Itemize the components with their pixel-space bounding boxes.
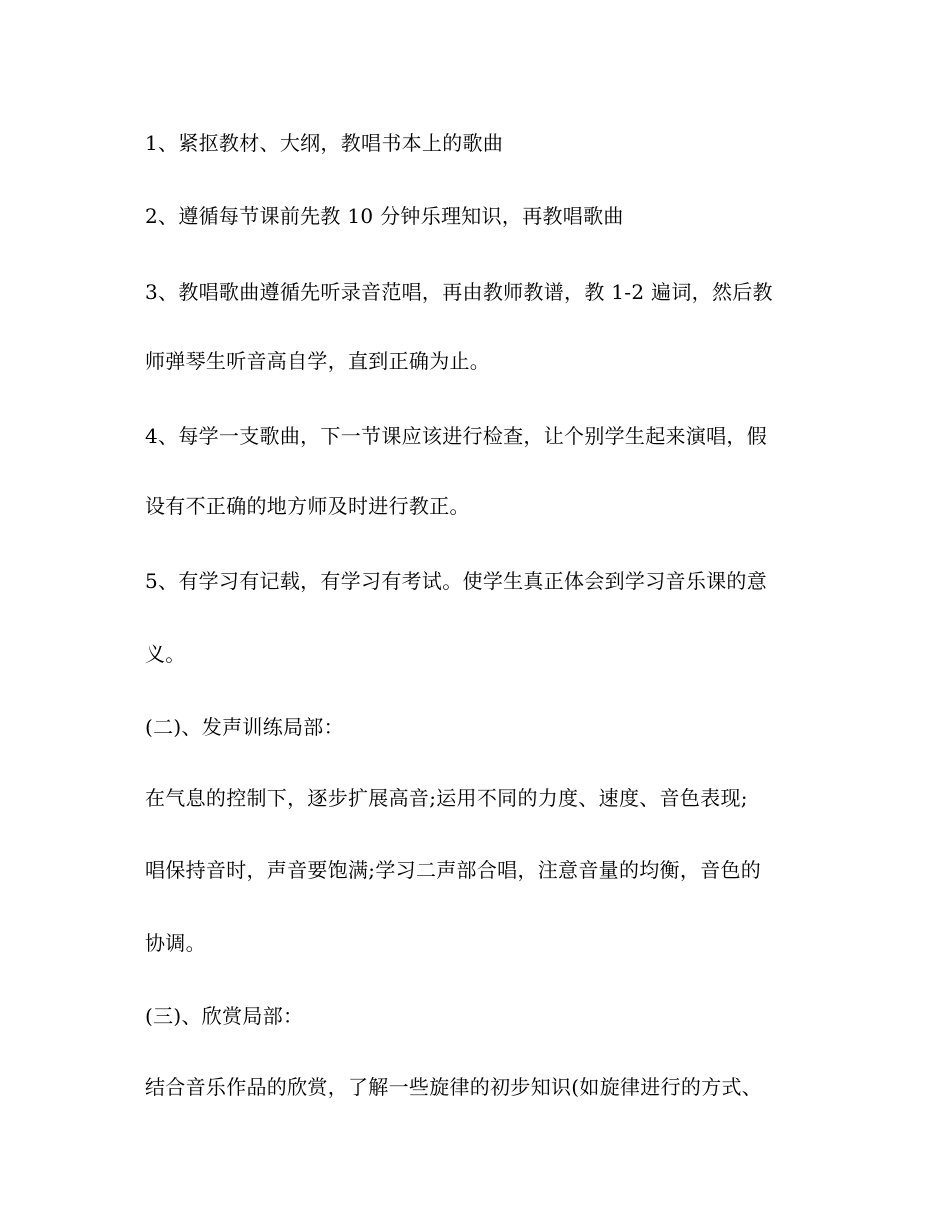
vocal-paragraph-line-1: 在气息的控制下，逐步扩展高音;运用不同的力度、速度、音色表现; (145, 786, 748, 810)
item-1-text: 1、紧抠教材、大纲，教唱书本上的歌曲 (145, 131, 504, 155)
section-heading-vocal: (二)、发声训练局部： (145, 715, 344, 739)
section-heading-appreciation: (三)、欣赏局部： (145, 1004, 304, 1028)
item-2-text: 2、遵循每节课前先教 10 分钟乐理知识，再教唱歌曲 (145, 204, 624, 228)
item-3-text-continued: 师弹琴生听音高自学，直到正确为止。 (145, 349, 491, 373)
item-4-text-continued: 设有不正确的地方师及时进行教正。 (145, 494, 470, 518)
vocal-paragraph-line-2: 唱保持音时，声音要饱满;学习二声部合唱，注意音量的均衡，音色的 (145, 858, 762, 882)
vocal-paragraph-line-3: 协调。 (145, 931, 206, 955)
item-5-text-continued: 义。 (145, 642, 186, 666)
item-5-text: 5、有学习有记载，有学习有考试。使学生真正体会到学习音乐课的意 (145, 569, 768, 593)
appreciation-paragraph-line-1: 结合音乐作品的欣赏，了解一些旋律的初步知识(如旋律进行的方式、 (145, 1075, 763, 1099)
item-3-text: 3、教唱歌曲遵循先听录音范唱，再由教师教谱，教 1-2 遍词，然后教 (145, 280, 773, 304)
item-4-text: 4、每学一支歌曲，下一节课应该进行检查，让个别学生起来演唱，假 (145, 424, 768, 448)
